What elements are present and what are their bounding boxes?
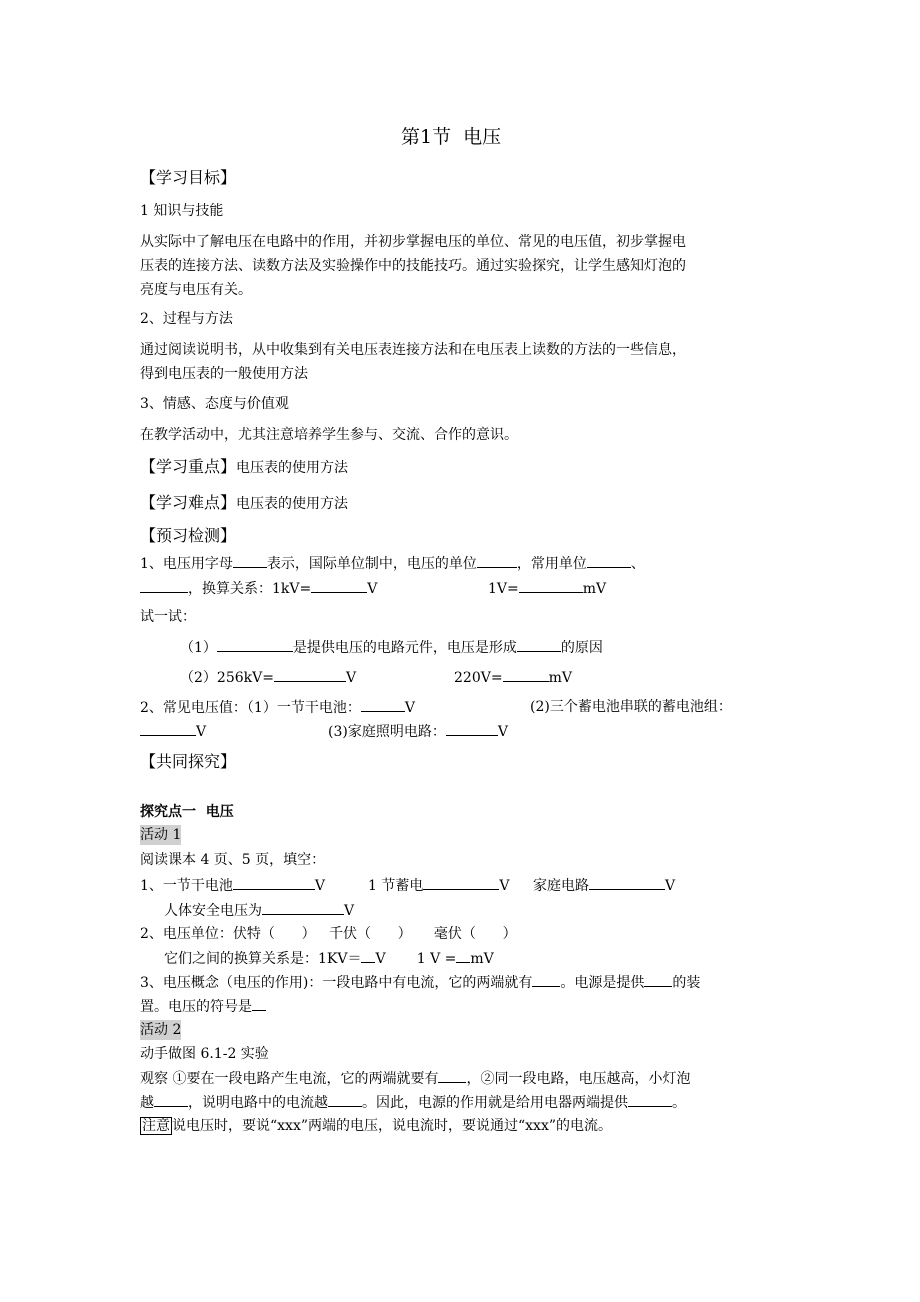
- preview-q2-battery-pack: (2)三个蓄电池串联的蓄电池组：: [530, 699, 732, 715]
- activity-2-label: 活动 2: [140, 1022, 182, 1038]
- blank-field[interactable]: [233, 553, 267, 568]
- try-item-1: （1） 是提供电压的电路元件，电压是形成 的原因: [180, 637, 603, 658]
- knowledge-heading: 1 知识与技能: [140, 203, 224, 219]
- blank-field[interactable]: [361, 697, 405, 712]
- blank-field[interactable]: [423, 875, 499, 890]
- blank-field[interactable]: [587, 553, 631, 568]
- process-line-2: 得到电压表的一般使用方法: [140, 366, 308, 382]
- blank-field[interactable]: [532, 972, 560, 987]
- try-item-2: （2）256kV= V: [180, 667, 356, 688]
- preview-q1-mv: 1V= mV: [488, 578, 606, 599]
- activity-1-q1: 1、一节干电池 V: [140, 875, 325, 896]
- blank-field[interactable]: [438, 1068, 466, 1083]
- blank-field[interactable]: [361, 948, 375, 963]
- knowledge-line-3: 亮度与电压有关。: [140, 282, 252, 298]
- blank-field[interactable]: [217, 637, 293, 652]
- note-label: 注意: [142, 1118, 170, 1134]
- blank-field[interactable]: [477, 553, 517, 568]
- blank-field[interactable]: [628, 1092, 672, 1107]
- blank-field[interactable]: [311, 578, 367, 593]
- activity-1-q2-conversion: 它们之间的换算关系是：1KV＝ V 1 V = mV: [164, 948, 494, 969]
- difficulty-text: 电压表的使用方法: [236, 496, 349, 512]
- note-line: [140, 1116, 612, 1136]
- blank-field[interactable]: [446, 721, 498, 736]
- explore-heading: 【共同探究】: [140, 752, 237, 771]
- preview-q2-line-1: 2、常见电压值：（1）一节干电池： V: [140, 697, 415, 718]
- blank-field[interactable]: [589, 875, 665, 890]
- explore-point-1: 探究点一 电压: [140, 804, 234, 820]
- knowledge-line-2: 压表的连接方法、读数方法及实验操作中的技能技巧。通过实验探究，让学生感知灯泡的: [140, 258, 686, 274]
- observe-line-2: 越 ，说明电路中的电流越 。因此，电源的作用就是给用电器两端提供 。: [140, 1092, 686, 1113]
- blank-field[interactable]: [274, 667, 346, 682]
- knowledge-line-1: 从实际中了解电压在电路中的作用，并初步掌握电压的单位、常见的电压值，初步掌握电: [140, 234, 686, 250]
- activity-1-q2: 2、电压单位：伏特（ ） 千伏（ ） 毫伏（ ）: [140, 926, 517, 942]
- activity-1-safe-voltage: 人体安全电压为 V: [164, 900, 354, 921]
- blank-field[interactable]: [140, 721, 196, 736]
- preview-heading: 【预习检测】: [140, 526, 237, 545]
- try-item-2-mv: 220V= mV: [454, 667, 572, 688]
- blank-field[interactable]: [252, 996, 266, 1011]
- focus-line: [140, 456, 348, 478]
- blank-field[interactable]: [262, 900, 344, 915]
- preview-q1-line-1: 1、电压用字母 表示，国际单位制中，电压的单位 ，常用单位 、: [140, 553, 645, 574]
- difficulty-label: 【学习难点】: [140, 493, 237, 512]
- blank-field[interactable]: [517, 637, 561, 652]
- try-label: 试一试：: [140, 609, 196, 625]
- observe-line-1: 观察 ①要在一段电路产生电流，它的两端就要有 ，②同一段电路，电压越高，小灯泡: [140, 1068, 690, 1089]
- activity-1-q1-storage: 1 节蓄电 V: [368, 875, 509, 896]
- activity-1-q3-line-2: 置。电压的符号是: [140, 996, 266, 1017]
- focus-text: 电压表的使用方法: [236, 460, 349, 476]
- blank-field[interactable]: [644, 972, 672, 987]
- activity-1-label: 活动 1: [140, 827, 182, 843]
- difficulty-line: [140, 492, 348, 514]
- blank-field[interactable]: [503, 667, 549, 682]
- preview-q1-line-2: ，换算关系：1kV= V: [140, 578, 377, 599]
- activity-1-q1-home: 家庭电路 V: [533, 875, 675, 896]
- process-line-1: 通过阅读说明书，从中收集到有关电压表连接方法和在电压表上读数的方法的一些信息，: [140, 342, 686, 358]
- emotion-line-1: 在教学活动中，尤其注意培养学生参与、交流、合作的意识。: [140, 427, 518, 443]
- emotion-heading: 3、情感、态度与价值观: [140, 396, 289, 412]
- activity-1-q3-line-1: 3、电压概念（电压的作用)：一段电路中有电流，它的两端就有 。电源是提供 的装: [140, 972, 700, 993]
- preview-q2-line-2: V: [140, 721, 206, 742]
- process-heading: 2、过程与方法: [140, 311, 233, 327]
- blank-field[interactable]: [456, 948, 470, 963]
- activity-1-read: 阅读课本 4 页、5 页，填空：: [140, 852, 326, 868]
- focus-label: 【学习重点】: [140, 457, 237, 476]
- activity-2-experiment: 动手做图 6.1-2 实验: [140, 1046, 269, 1062]
- preview-q2-home: (3)家庭照明电路： V: [328, 721, 508, 742]
- goals-heading: 【学习目标】: [140, 168, 237, 187]
- blank-field[interactable]: [154, 1092, 188, 1107]
- blank-field[interactable]: [140, 578, 188, 593]
- page-title: 第1节 电压: [401, 126, 502, 148]
- blank-field[interactable]: [519, 578, 583, 593]
- blank-field[interactable]: [328, 1092, 362, 1107]
- note-text: 说电压时，要说“xxx”两端的电压，说电流时，要说通过“xxx”的电流。: [172, 1118, 613, 1134]
- blank-field[interactable]: [233, 875, 315, 890]
